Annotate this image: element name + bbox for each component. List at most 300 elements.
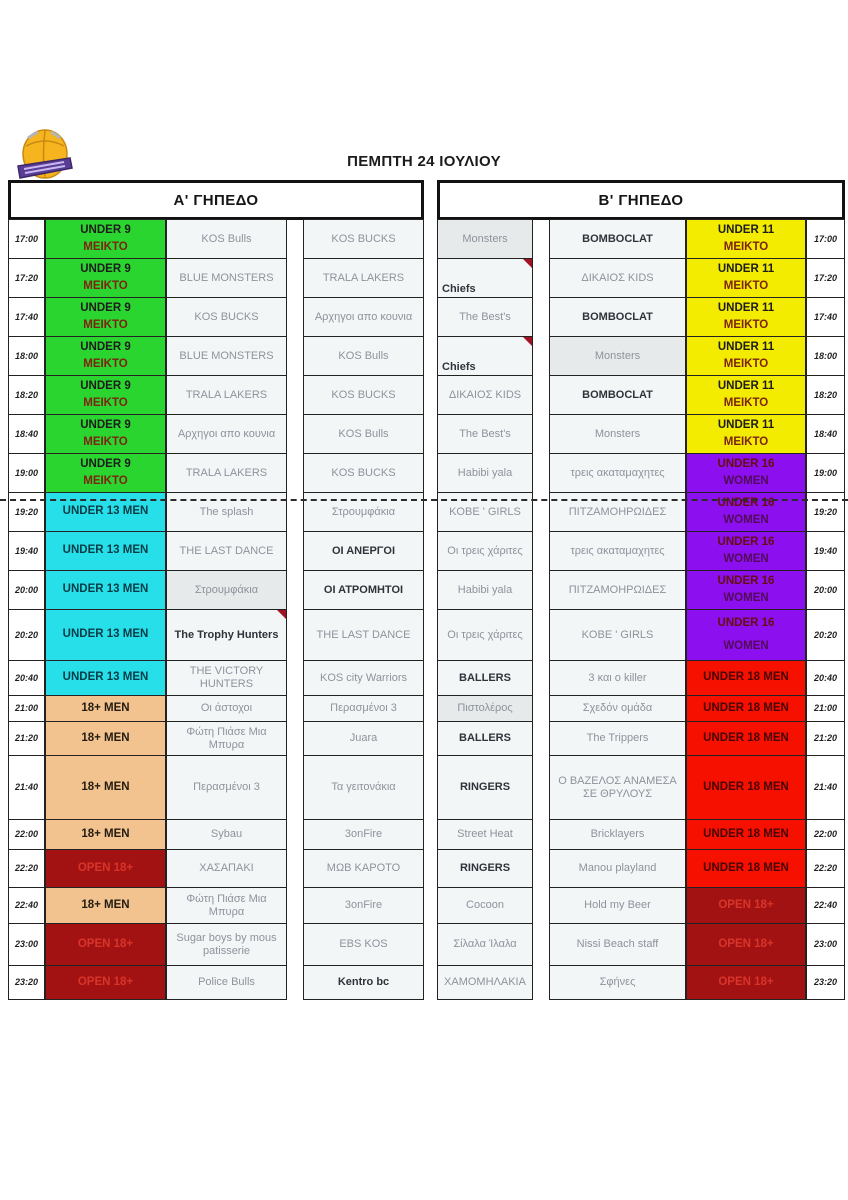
time-cell-left: 20:40	[8, 660, 45, 696]
category-cell-a	[45, 887, 166, 924]
column-spacer	[424, 695, 437, 722]
team-name: KOS Bulls	[338, 349, 389, 362]
team-cell-a1	[166, 721, 287, 756]
time-cell-right: 19:00	[806, 453, 845, 493]
court-a-header: Α' ΓΗΠΕΔΟ	[8, 180, 424, 220]
team-name: Habibi yala	[457, 466, 513, 479]
team-cell-a2	[303, 531, 424, 571]
category-cell-b	[686, 849, 806, 888]
team-name: Σφήνες	[599, 976, 636, 989]
team-cell-a2	[303, 219, 424, 259]
team-name: TRALA LAKERS	[185, 388, 268, 401]
category-sublabel: WOMEN	[723, 474, 769, 487]
column-spacer	[533, 375, 549, 415]
column-spacer	[287, 531, 303, 571]
team-name: Chiefs	[442, 283, 476, 296]
column-spacer	[424, 531, 437, 571]
category-sublabel: WOMEN	[723, 639, 769, 652]
schedule-row	[8, 531, 845, 571]
time-cell-right: 17:00	[806, 219, 845, 259]
time-cell-right: 20:00	[806, 570, 845, 610]
team-name: Οι τρεις χάριτες	[447, 544, 523, 557]
category-label: OPEN 18+	[77, 937, 134, 950]
category-sublabel: ΜΕΙΚΤΟ	[723, 279, 769, 292]
team-cell-b2	[549, 721, 686, 756]
team-cell-b1	[437, 219, 533, 259]
team-name: Chiefs	[442, 361, 476, 374]
schedule-row	[8, 492, 845, 532]
category-label: 18+ MEN	[81, 780, 130, 793]
team-cell-b2	[549, 965, 686, 1000]
column-spacer	[533, 414, 549, 454]
team-cell-b2	[549, 660, 686, 696]
team-name: Hold my Beer	[584, 899, 651, 912]
time-cell-right: 20:40	[806, 660, 845, 696]
column-spacer	[424, 755, 437, 820]
team-name: Police Bulls	[198, 976, 255, 989]
category-cell-a	[45, 923, 166, 966]
time-cell-left: 22:00	[8, 819, 45, 850]
team-name: The Trippers	[586, 732, 649, 745]
column-spacer	[424, 965, 437, 1000]
time-cell-left: 17:20	[8, 258, 45, 298]
category-cell-a	[45, 819, 166, 850]
category-label: UNDER 18 MEN	[703, 861, 789, 874]
team-cell-b1	[437, 819, 533, 850]
team-cell-a1	[166, 219, 287, 259]
team-cell-a2	[303, 819, 424, 850]
category-label: UNDER 13 MEN	[62, 671, 149, 684]
column-spacer	[287, 923, 303, 966]
category-label: UNDER 16	[717, 496, 775, 509]
category-cell-b	[686, 453, 806, 493]
category-cell-a	[45, 660, 166, 696]
team-cell-a1	[166, 609, 287, 661]
time-cell-left: 23:20	[8, 965, 45, 1000]
team-name: BALLERS	[459, 671, 511, 684]
team-cell-b1	[437, 258, 533, 298]
category-label: 18+ MEN	[81, 701, 130, 714]
team-cell-a2	[303, 258, 424, 298]
time-cell-left: 17:00	[8, 219, 45, 259]
team-cell-b1	[437, 887, 533, 924]
column-spacer	[533, 849, 549, 888]
category-cell-a	[45, 492, 166, 532]
column-spacer	[533, 258, 549, 298]
schedule-row	[8, 297, 845, 337]
column-spacer	[424, 414, 437, 454]
column-spacer	[287, 219, 303, 259]
category-label: UNDER 16	[717, 535, 775, 548]
team-name: ΠΙΤΖΑΜΟΗΡΩΙΔΕΣ	[568, 505, 667, 518]
team-cell-a1	[166, 819, 287, 850]
team-cell-a2	[303, 375, 424, 415]
category-label: UNDER 11	[717, 418, 775, 431]
team-name: KOS Bulls	[201, 232, 252, 245]
schedule-row	[8, 695, 845, 722]
team-cell-a1	[166, 570, 287, 610]
team-cell-a2	[303, 414, 424, 454]
column-spacer	[533, 570, 549, 610]
team-cell-a2	[303, 755, 424, 820]
column-spacer	[533, 923, 549, 966]
team-cell-b1	[437, 297, 533, 337]
column-spacer	[287, 492, 303, 532]
column-spacer	[424, 849, 437, 888]
team-cell-b1	[437, 609, 533, 661]
team-name: TRALA LAKERS	[185, 466, 268, 479]
column-spacer	[424, 297, 437, 337]
team-cell-b2	[549, 258, 686, 298]
team-cell-b1	[437, 965, 533, 1000]
team-cell-b2	[549, 336, 686, 376]
team-name: EBS KOS	[339, 938, 388, 951]
time-cell-right: 21:40	[806, 755, 845, 820]
category-label: UNDER 11	[717, 379, 775, 392]
schedule-row	[8, 849, 845, 888]
schedule-row	[8, 965, 845, 1000]
category-cell-b	[686, 965, 806, 1000]
column-spacer	[287, 849, 303, 888]
time-cell-right: 21:00	[806, 695, 845, 722]
team-name: RINGERS	[459, 862, 511, 875]
category-cell-a	[45, 375, 166, 415]
team-name: Περασμένοι 3	[330, 702, 397, 715]
column-spacer	[533, 453, 549, 493]
team-name: KOS BUCKS	[194, 310, 259, 323]
column-spacer	[533, 695, 549, 722]
time-cell-right: 18:00	[806, 336, 845, 376]
court-b-header: Β' ΓΗΠΕΔΟ	[437, 180, 845, 220]
category-label: UNDER 18 MEN	[703, 671, 789, 684]
column-spacer	[287, 609, 303, 661]
column-spacer	[424, 819, 437, 850]
time-cell-left: 18:20	[8, 375, 45, 415]
category-cell-b	[686, 375, 806, 415]
time-cell-left: 21:40	[8, 755, 45, 820]
team-name: ΠΙΤΖΑΜΟΗΡΩΙΔΕΣ	[568, 583, 667, 596]
team-name: Manou playland	[578, 862, 657, 875]
category-cell-b	[686, 721, 806, 756]
team-name: KOS Bulls	[338, 427, 389, 440]
team-name: Περασμένοι 3	[193, 781, 260, 794]
team-cell-b1	[437, 531, 533, 571]
team-name: Nissi Beach staff	[576, 938, 659, 951]
team-name: τρεις ακαταμαχητες	[570, 544, 665, 557]
team-name: Habibi yala	[457, 583, 513, 596]
column-spacer	[287, 570, 303, 610]
team-name: The Trophy Hunters	[174, 628, 279, 641]
team-name: THE VICTORY HUNTERS	[189, 665, 264, 690]
column-spacer	[533, 660, 549, 696]
category-sublabel: ΜΕΙΚΤΟ	[83, 279, 128, 292]
time-cell-right: 19:20	[806, 492, 845, 532]
team-name: Street Heat	[457, 828, 513, 841]
team-name: RINGERS	[459, 781, 511, 794]
team-cell-a1	[166, 492, 287, 532]
team-name: Cocoon	[466, 899, 504, 912]
category-label: 18+ MEN	[81, 827, 130, 840]
column-spacer	[287, 887, 303, 924]
column-spacer	[287, 453, 303, 493]
team-name: ΔΙΚΑΙΟΣ KIDS	[581, 271, 654, 284]
team-cell-a1	[166, 660, 287, 696]
category-sublabel: ΜΕΙΚΤΟ	[83, 435, 128, 448]
category-cell-a	[45, 570, 166, 610]
time-cell-right: 23:00	[806, 923, 845, 966]
team-name: Bricklayers	[590, 828, 645, 841]
day-divider-dashed-line	[0, 499, 848, 501]
time-cell-left: 23:00	[8, 923, 45, 966]
time-cell-right: 21:20	[806, 721, 845, 756]
schedule-row	[8, 819, 845, 850]
category-sublabel: ΜΕΙΚΤΟ	[723, 318, 769, 331]
category-cell-b	[686, 492, 806, 532]
team-name: Τα γειτονάκια	[331, 781, 396, 794]
team-cell-a2	[303, 336, 424, 376]
category-label: OPEN 18+	[718, 898, 774, 911]
category-cell-a	[45, 414, 166, 454]
category-label: UNDER 9	[80, 301, 131, 314]
category-cell-b	[686, 923, 806, 966]
category-label: UNDER 11	[717, 223, 775, 236]
team-cell-a2	[303, 849, 424, 888]
category-label: UNDER 9	[80, 418, 131, 431]
schedule-row	[8, 336, 845, 376]
column-spacer	[533, 965, 549, 1000]
team-name: TRALA LAKERS	[322, 271, 405, 284]
team-cell-a1	[166, 755, 287, 820]
time-cell-left: 21:00	[8, 695, 45, 722]
team-name: KOS BUCKS	[331, 232, 396, 245]
category-label: UNDER 13 MEN	[62, 628, 149, 641]
time-cell-right: 17:20	[806, 258, 845, 298]
team-cell-b1	[437, 755, 533, 820]
category-label: UNDER 11	[717, 340, 775, 353]
column-spacer	[287, 414, 303, 454]
category-label: UNDER 18 MEN	[703, 827, 789, 840]
team-name: ΧΑΣΑΠΑΚΙ	[199, 862, 254, 875]
team-name: KOS BUCKS	[331, 466, 396, 479]
category-cell-b	[686, 695, 806, 722]
category-cell-b	[686, 336, 806, 376]
time-cell-left: 17:40	[8, 297, 45, 337]
time-cell-right: 20:20	[806, 609, 845, 661]
team-name: 3 και ο killer	[588, 671, 647, 684]
team-cell-b2	[549, 819, 686, 850]
category-cell-a	[45, 849, 166, 888]
team-cell-b2	[549, 492, 686, 532]
team-cell-b2	[549, 755, 686, 820]
team-name: BOMBOCLAT	[582, 232, 653, 245]
team-cell-b2	[549, 887, 686, 924]
team-name: ΟΙ ΑΤΡΟΜΗΤΟΙ	[323, 583, 404, 596]
column-spacer	[533, 297, 549, 337]
category-cell-a	[45, 695, 166, 722]
category-label: OPEN 18+	[77, 975, 134, 988]
team-cell-a2	[303, 965, 424, 1000]
column-spacer	[424, 721, 437, 756]
team-cell-a2	[303, 297, 424, 337]
time-cell-left: 22:40	[8, 887, 45, 924]
category-cell-b	[686, 609, 806, 661]
team-name: BLUE MONSTERS	[179, 271, 274, 284]
schedule-row	[8, 660, 845, 696]
team-name: THE LAST DANCE	[316, 628, 411, 641]
team-name: The splash	[199, 505, 254, 518]
category-label: UNDER 9	[80, 262, 131, 275]
column-spacer	[287, 721, 303, 756]
team-name: Στρουμφάκια	[331, 505, 396, 518]
category-cell-b	[686, 660, 806, 696]
court-headers	[8, 180, 845, 220]
column-spacer	[533, 721, 549, 756]
column-spacer	[287, 965, 303, 1000]
column-spacer	[533, 755, 549, 820]
column-spacer	[287, 755, 303, 820]
schedule-row	[8, 923, 845, 966]
team-cell-b2	[549, 609, 686, 661]
team-cell-b2	[549, 297, 686, 337]
category-cell-b	[686, 755, 806, 820]
team-cell-a1	[166, 453, 287, 493]
team-cell-b1	[437, 570, 533, 610]
schedule-row	[8, 453, 845, 493]
team-name: Sugar boys by mous patisserie	[176, 931, 277, 957]
comment-marker-icon	[523, 259, 532, 268]
category-cell-a	[45, 609, 166, 661]
category-cell-b	[686, 819, 806, 850]
category-label: UNDER 16	[717, 616, 775, 629]
team-cell-b1	[437, 336, 533, 376]
category-label: OPEN 18+	[718, 937, 774, 950]
time-cell-left: 19:00	[8, 453, 45, 493]
team-cell-a1	[166, 375, 287, 415]
team-name: BOMBOCLAT	[582, 310, 653, 323]
team-name: Οι τρεις χάριτες	[447, 628, 523, 641]
category-label: UNDER 9	[80, 457, 131, 470]
column-spacer	[424, 492, 437, 532]
team-cell-b2	[549, 219, 686, 259]
category-label: UNDER 11	[717, 262, 775, 275]
schedule-row	[8, 375, 845, 415]
column-spacer	[424, 453, 437, 493]
category-sublabel: ΜΕΙΚΤΟ	[723, 240, 769, 253]
category-sublabel: ΜΕΙΚΤΟ	[83, 318, 128, 331]
column-spacer	[424, 375, 437, 415]
team-name: Monsters	[594, 427, 641, 440]
category-cell-a	[45, 965, 166, 1000]
team-name: The Best's	[459, 310, 511, 323]
team-name: ΧΑΜΟΜΗΛΑΚΙΑ	[444, 976, 526, 989]
column-spacer	[287, 297, 303, 337]
category-cell-a	[45, 531, 166, 571]
team-cell-b1	[437, 375, 533, 415]
category-sublabel: ΜΕΙΚΤΟ	[723, 357, 769, 370]
column-spacer	[533, 819, 549, 850]
category-cell-a	[45, 721, 166, 756]
team-name: Πιστολέρος	[457, 702, 513, 715]
team-cell-b2	[549, 695, 686, 722]
category-label: UNDER 16	[717, 574, 775, 587]
time-cell-right: 22:00	[806, 819, 845, 850]
schedule-title: ΠΕΜΠΤΗ 24 ΙΟΥΛΙΟΥ	[347, 153, 501, 170]
time-cell-right: 22:20	[806, 849, 845, 888]
schedule-row	[8, 219, 845, 259]
comment-marker-icon	[523, 337, 532, 346]
category-label: UNDER 9	[80, 223, 131, 236]
category-cell-a	[45, 258, 166, 298]
team-name: KOBE ' GIRLS	[449, 505, 521, 518]
team-cell-a1	[166, 336, 287, 376]
category-sublabel: ΜΕΙΚΤΟ	[83, 240, 128, 253]
category-label: UNDER 18 MEN	[703, 780, 789, 793]
team-cell-b2	[549, 570, 686, 610]
category-sublabel: ΜΕΙΚΤΟ	[83, 357, 128, 370]
team-cell-a1	[166, 531, 287, 571]
schedule-row	[8, 609, 845, 661]
time-cell-left: 18:00	[8, 336, 45, 376]
team-cell-b1	[437, 923, 533, 966]
team-cell-a1	[166, 695, 287, 722]
category-cell-a	[45, 297, 166, 337]
category-label: UNDER 11	[717, 301, 775, 314]
column-spacer	[533, 492, 549, 532]
category-cell-a	[45, 219, 166, 259]
column-spacer	[287, 660, 303, 696]
category-cell-b	[686, 258, 806, 298]
team-name: τρεις ακαταμαχητες	[570, 466, 665, 479]
category-sublabel: WOMEN	[723, 513, 769, 526]
column-spacer	[424, 887, 437, 924]
team-name: 3onFire	[344, 899, 383, 912]
category-label: UNDER 9	[80, 379, 131, 392]
category-label: OPEN 18+	[718, 975, 774, 988]
time-cell-left: 19:40	[8, 531, 45, 571]
column-spacer	[533, 219, 549, 259]
team-cell-a2	[303, 609, 424, 661]
time-cell-right: 18:40	[806, 414, 845, 454]
schedule-row	[8, 414, 845, 454]
team-name: ΔΙΚΑΙΟΣ KIDS	[448, 388, 522, 401]
category-label: UNDER 13 MEN	[62, 544, 149, 557]
category-sublabel: WOMEN	[723, 591, 769, 604]
team-cell-a1	[166, 297, 287, 337]
team-cell-b2	[549, 531, 686, 571]
column-spacer	[424, 570, 437, 610]
category-sublabel: ΜΕΙΚΤΟ	[83, 396, 128, 409]
team-cell-a1	[166, 258, 287, 298]
column-spacer	[533, 609, 549, 661]
time-cell-right: 22:40	[806, 887, 845, 924]
team-cell-a1	[166, 414, 287, 454]
category-label: UNDER 13 MEN	[62, 505, 149, 518]
column-spacer	[424, 923, 437, 966]
team-cell-b1	[437, 849, 533, 888]
team-name: BOMBOCLAT	[582, 388, 653, 401]
team-name: BLUE MONSTERS	[179, 349, 274, 362]
team-name: Ο ΒΑΖΕΛΟΣ ΑΝΑΜΕΣΑ ΣΕ ΘΡΥΛΟΥΣ	[558, 774, 677, 800]
team-name: The Best's	[459, 427, 511, 440]
team-name: 3onFire	[344, 828, 383, 841]
category-label: UNDER 16	[717, 457, 775, 470]
team-cell-a2	[303, 721, 424, 756]
category-cell-b	[686, 297, 806, 337]
category-label: UNDER 18 MEN	[703, 701, 789, 714]
team-name: Στρουμφάκια	[194, 583, 259, 596]
team-name: Sybau	[210, 828, 243, 841]
team-name: KOS BUCKS	[331, 388, 396, 401]
